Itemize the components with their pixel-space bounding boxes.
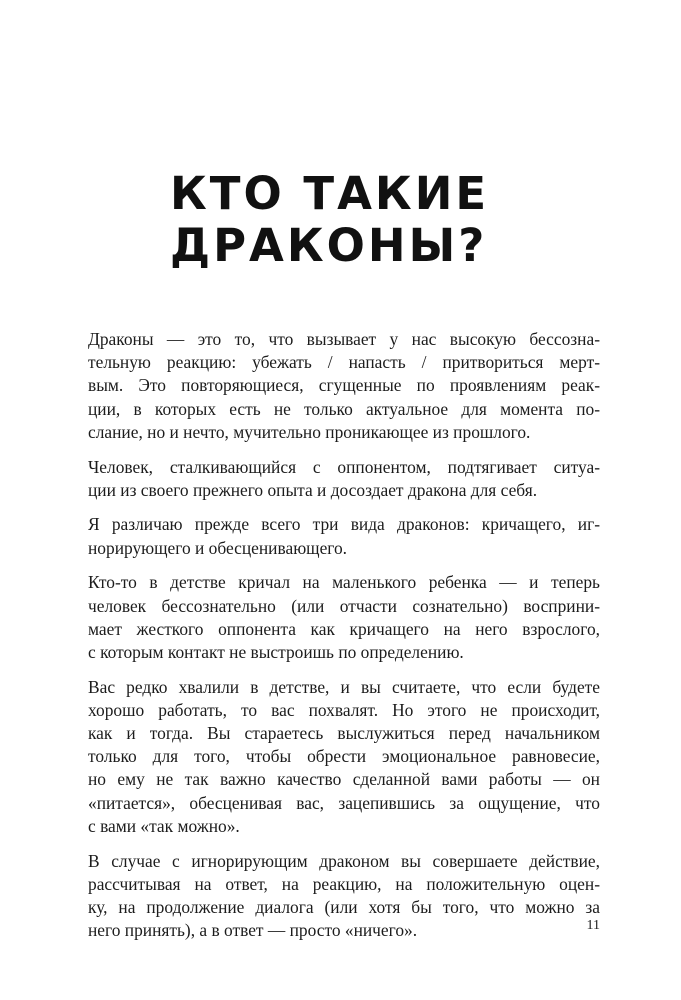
- text-line: но ему не так важно качество сделанной вами работы — он: [88, 769, 600, 790]
- text-line: ку, на продолжение диалога (или хотя бы того, что можно за: [88, 896, 600, 917]
- text-line: мает жесткого оппонента как кричащего на него взрослого,: [88, 618, 600, 639]
- text-line: рассчитывая на ответ, на реакцию, на положительную оцен-: [88, 873, 600, 894]
- page-number: 11: [586, 918, 600, 933]
- text-line: слание, но и нечто, мучительно проникающее из прошлого.: [88, 421, 531, 442]
- paragraph-3: [88, 513, 600, 559]
- text-line: Человек, сталкивающийся с оппонентом, подтягивает ситуа-: [88, 456, 600, 477]
- chapter-title: [170, 168, 530, 272]
- text-line: ции, в которых есть не только актуальное для момента по-: [88, 398, 600, 419]
- text-line: Драконы — это то, что вызывает у нас высокую бессозна-: [88, 329, 600, 349]
- text-line: вым. Это повторяющиеся, сгущенные по проявлениям реак-: [88, 375, 600, 396]
- text-line: Вас редко хвалили в детстве, и вы считаете, что если будете: [88, 676, 600, 697]
- text-line: Я различаю прежде всего три вида драконов: кричащего, иг-: [88, 514, 600, 535]
- text-line: с вами «так можно».: [88, 815, 240, 836]
- paragraph-2: [88, 456, 600, 502]
- body-text: [88, 328, 600, 954]
- text-line: человек бессознательно (или отчасти сознательно) восприни-: [88, 595, 600, 616]
- text-line: как и тогда. Вы стараетесь выслужиться перед начальником: [88, 723, 600, 744]
- text-line: В случае с игнорирующим драконом вы совершаете действие,: [88, 850, 600, 871]
- text-line: «питается», обесценивая вас, зацепившись за ощущение, что: [88, 792, 600, 813]
- text-line: с которым контакт не выстроишь по определению.: [88, 641, 464, 662]
- chapter-title-line-2: ДРАКОНЫ?: [170, 219, 488, 272]
- paragraph-1: [88, 328, 600, 444]
- text-line: Кто-то в детстве кричал на маленького ребенка — и теперь: [88, 572, 600, 593]
- paragraph-5: [88, 676, 600, 838]
- text-line: тельную реакцию: убежать / напасть / притвориться мерт-: [88, 352, 600, 373]
- text-line: норирующего и обесценивающего.: [88, 537, 348, 558]
- chapter-title-line-1: КТО ТАКИЕ: [170, 167, 490, 220]
- text-line: него принять), а в ответ — просто «ничего».: [88, 920, 418, 941]
- text-line: хорошо работать, то вас похвалят. Но этого не происходит,: [88, 699, 600, 720]
- paragraph-4: [88, 571, 600, 664]
- text-line: только для того, чтобы обрести эмоциональное равновесие,: [88, 746, 600, 767]
- paragraph-6: [88, 850, 600, 943]
- text-line: ции из своего прежнего опыта и досоздает дракона для себя.: [88, 479, 538, 500]
